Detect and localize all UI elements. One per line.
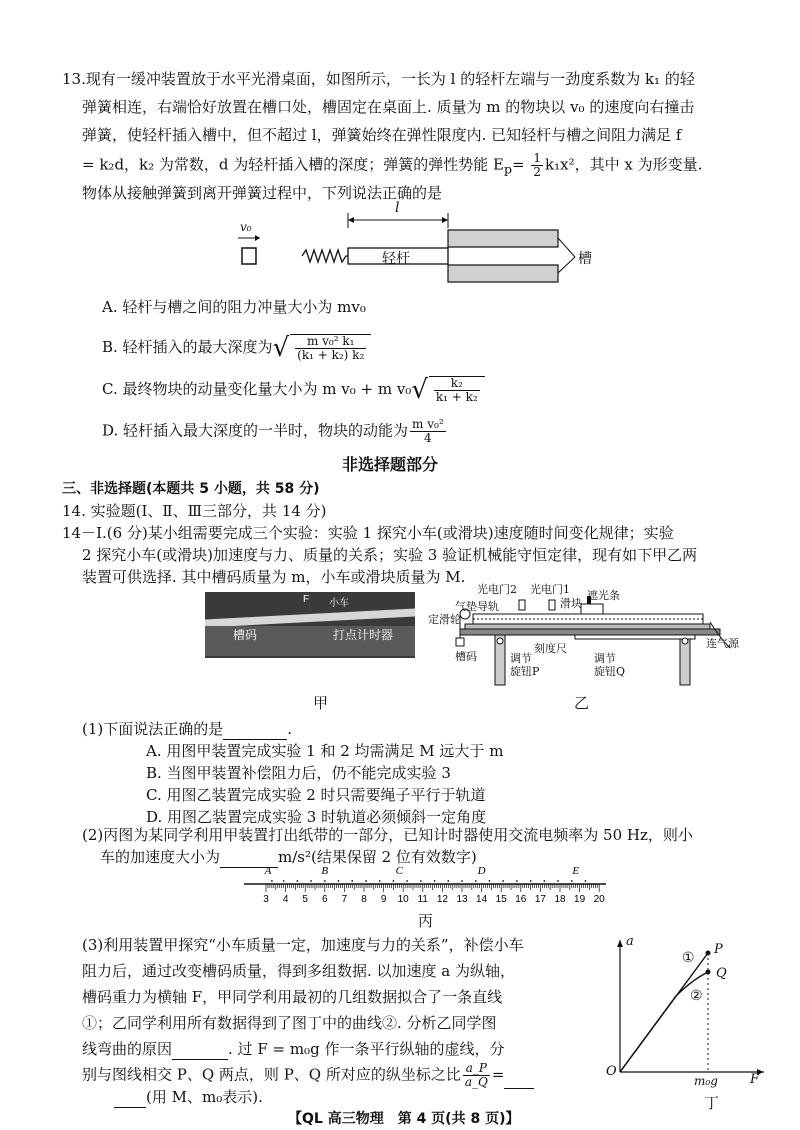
option-d-text: D. 轻杆插入最大深度的一半时，物块的动能为	[102, 421, 409, 440]
tape-dot	[351, 880, 353, 882]
groove-label: 槽	[578, 251, 592, 267]
q13-line-3: 弹簧，使轻杆插入槽中，但不超过 l，弹簧始终在弹性限度内. 已知轻杆与槽之间阻力满足 f	[82, 126, 682, 144]
weight-label: 槽码	[455, 650, 477, 663]
photo-label-F: F	[303, 594, 310, 605]
q2-line-1: (2)丙图为某同学利用甲装置打出纸带的一部分，已知计时器使用交流电频率为 50 Hz，则小	[82, 826, 693, 844]
knob-q-line1: 调节	[594, 652, 616, 665]
graph-curve2-label: ②	[690, 988, 703, 1004]
tape-dot	[365, 880, 367, 882]
tape-dot	[338, 880, 340, 882]
apparatus-jia-photo	[205, 592, 415, 658]
option-b-fraction	[295, 335, 366, 362]
tape-dot	[434, 880, 436, 882]
option-d-den: 4	[424, 431, 432, 445]
gate1-shape	[549, 600, 555, 610]
tape-dot	[475, 880, 477, 882]
gate2-label: 光电门2	[477, 583, 517, 596]
tape-dot	[324, 880, 326, 882]
q3-line-5-pre: 线弯曲的原因	[82, 1040, 173, 1058]
tape-dot	[296, 880, 298, 882]
caption-yi: 乙	[574, 694, 590, 712]
q1-stem-text: (1)下面说法正确的是	[82, 720, 224, 738]
slider-label: 滑块	[560, 597, 582, 610]
ruler-number: 16	[515, 894, 527, 905]
option-c-num: k₂	[434, 377, 480, 391]
tape-dot	[502, 880, 504, 882]
ruler-number: 13	[456, 894, 468, 905]
q3-line-5-post: . 过 F = m₀g 作一条平行纵轴的虚线，分	[228, 1040, 505, 1058]
caption-ding: 丁	[704, 1094, 720, 1112]
q3-line-6-pre: 别与图线相交 P、Q 两点，则 P、Q 所对应的纵坐标之比	[82, 1065, 461, 1084]
answer-blank-4b[interactable]	[114, 1093, 146, 1108]
q14-intro-2: 2 探究小车(或滑块)加速度与力、质量的关系；实验 3 验证机械能守恒定律，现有如下甲乙两	[82, 546, 698, 564]
photo-label-hook: 槽码	[233, 628, 258, 642]
tape-dot	[530, 880, 532, 882]
ruler-number: 14	[476, 894, 488, 905]
tape-ruler	[244, 862, 614, 910]
gate2-shape	[519, 600, 525, 610]
air-source-label: 连气源	[706, 637, 739, 650]
photo-label-car: 小车	[329, 598, 349, 609]
graph-F-label: F	[750, 1072, 760, 1087]
option-b-text: B. 轻杆插入的最大深度为	[102, 338, 273, 356]
answer-blank-1[interactable]	[223, 725, 287, 740]
graph-a-label: a	[626, 934, 634, 949]
ep-subscript: p	[504, 161, 513, 177]
option-c-den: k₁ + k₂	[435, 390, 478, 404]
ratio-den: a_Q	[464, 1075, 488, 1089]
q13-figure	[230, 200, 610, 290]
counting-point-label: C	[395, 865, 403, 877]
counting-point-label: D	[477, 865, 486, 877]
section-title: 非选择题部分	[342, 455, 439, 474]
pulley-label: 定滑轮	[428, 613, 461, 626]
sqrt-body	[290, 334, 371, 362]
tape-dot	[461, 880, 463, 882]
graph-curve1-label: ①	[682, 950, 695, 966]
q14-intro-1: 14－Ⅰ.(6 分)某小组需要完成三个实验：实验 1 探究小车(或滑块)速度随时间变化规律；实验	[62, 524, 674, 542]
frac-num: 1	[533, 151, 542, 165]
tape-dot	[571, 880, 573, 882]
ruler-number: 11	[417, 894, 428, 905]
photo-label-timer: 打点计时器	[333, 628, 394, 642]
q13-line-4a: = k₂d，k₂ 为常数，d 为轻杆插入槽的深度；弹簧的弹性势能 E	[82, 155, 505, 174]
sqrt-body	[429, 376, 485, 404]
graph-origin-label: O	[606, 1064, 617, 1079]
tape-dot	[283, 880, 285, 882]
q1-option-a: A. 用图甲装置完成实验 1 和 2 均需满足 M 远大于 m	[146, 742, 504, 760]
part3-heading: 三、非选择题(本题共 5 小题，共 58 分)	[62, 481, 320, 497]
weight-shape	[456, 638, 464, 646]
knob-q-label	[594, 652, 625, 678]
q13-line-1: 13.现有一缓冲装置放于水平光滑桌面，如图所示，一长为 l 的轻杆左端与一劲度系数为 k₁ 的轻	[62, 70, 695, 88]
air-track-label: 气垫导轨	[455, 600, 499, 613]
knob-p-line2: 旋钮P	[510, 665, 540, 678]
knob-p-line1: 调节	[510, 652, 532, 665]
q3-line-6	[82, 1062, 534, 1089]
sqrt-sign: √	[272, 333, 290, 363]
graph-Q-label: Q	[716, 966, 727, 981]
ruler-number: 4	[282, 894, 289, 905]
scale-label: 刻度尺	[534, 642, 567, 655]
option-d-fraction	[410, 418, 446, 445]
ratio-fraction	[463, 1062, 490, 1089]
spring-shape	[302, 250, 348, 262]
page-footer: 【QL 高三物理 第 4 页(共 8 页)】	[288, 1111, 520, 1127]
q1-option-b: B. 当图甲装置补偿阻力后，仍不能完成实验 3	[146, 764, 451, 782]
ruler-number: 6	[322, 894, 328, 905]
slider-shape	[581, 604, 603, 614]
q14-heading: 14. 实验题(Ⅰ、Ⅱ、Ⅲ三部分，共 14 分)	[62, 502, 327, 520]
tape-dot	[557, 880, 559, 882]
tape-dot	[543, 880, 545, 882]
caption-bing: 丙	[418, 912, 434, 930]
option-c	[102, 376, 485, 404]
tape-dot	[393, 880, 395, 882]
groove-bottom	[448, 265, 558, 282]
tape-dot	[516, 880, 518, 882]
tape-dot	[310, 880, 312, 882]
option-c-fraction	[434, 377, 480, 404]
tape-dot	[585, 880, 587, 882]
ruler-number: 3	[263, 894, 269, 905]
air-track	[473, 614, 703, 624]
q14-intro-3: 装置可供选择. 其中槽码质量为 m，小车或滑块质量为 M.	[82, 568, 466, 586]
frac-den: 2	[533, 165, 542, 179]
half-fraction	[531, 152, 543, 179]
ruler-number: 9	[380, 894, 387, 905]
q13-line-4	[82, 152, 702, 181]
shade-label: 遮光条	[587, 589, 620, 602]
knob-p-label	[510, 652, 539, 678]
option-b-den: (k₁ + k₂) k₂	[297, 348, 365, 362]
tape-dot	[379, 880, 381, 882]
ruler-number: 20	[593, 894, 605, 905]
option-a: A. 轻杆与槽之间的阻力冲量大小为 mv₀	[102, 298, 366, 316]
option-d	[102, 418, 448, 445]
counting-point-label: B	[321, 865, 329, 877]
q3-line-3: 槽码重力为横轴 F，甲同学利用最初的几组数据拟合了一条直线	[82, 988, 503, 1006]
tape-dot	[489, 880, 491, 882]
gate1-label: 光电门1	[530, 583, 570, 596]
q2-line-2-pre: 车的加速度大小为	[100, 848, 221, 866]
option-c-text: C. 最终物块的动量变化量大小为 m v₀ + m v₀	[102, 380, 412, 398]
ruler-number: 8	[361, 894, 367, 905]
q3-line-2: 阻力后，通过改变槽码质量，得到多组数据. 以加速度 a 为纵轴，	[82, 962, 516, 980]
sqrt-sign: √	[411, 375, 428, 405]
q3-line-6-post: =	[491, 1065, 505, 1084]
q3-line-1: (3)利用装置甲探究“小车质量一定，加速度与力的关系”，补偿小车	[82, 936, 524, 954]
option-b	[102, 334, 371, 362]
ruler-number: 15	[495, 894, 507, 905]
knob-q-line2: 旋钮Q	[594, 665, 626, 678]
q3-line-7-post: (用 M、m₀表示).	[146, 1088, 263, 1106]
ruler-number: 17	[534, 894, 546, 905]
q1-stem	[82, 718, 292, 740]
ruler-number: 18	[554, 894, 566, 905]
ruler-number: 7	[341, 894, 348, 905]
q1-stem-end: .	[287, 720, 293, 738]
q13-line-4b: =	[512, 155, 525, 174]
q13-line-2: 弹簧相连，右端恰好放置在槽口处，槽固定在桌面上. 质量为 m 的物块以 v₀ 的速度向右撞击	[82, 98, 695, 116]
option-b-num: m v₀² k₁	[295, 335, 366, 349]
block-shape	[242, 248, 256, 264]
option-d-num: m v₀²	[412, 417, 444, 431]
ruler-number: 5	[302, 894, 308, 905]
q13-line-5: 物体从接触弹簧到离开弹簧过程中，下列说法正确的是	[82, 184, 443, 202]
counting-point-label: E	[572, 865, 580, 877]
caption-jia: 甲	[313, 694, 329, 712]
counting-point-label: A	[264, 865, 272, 877]
q13-line-4c: k₁x²，其中 x 为形变量.	[545, 155, 703, 174]
q1-option-d: D. 用图乙装置完成实验 3 时轨道必须倾斜一定角度	[146, 808, 487, 826]
groove-top	[448, 230, 558, 247]
ruler-number: 10	[397, 894, 409, 905]
tape-dot	[447, 880, 449, 882]
ruler-number: 19	[574, 894, 586, 905]
graph-m0g-label: m₀g	[694, 1074, 718, 1088]
curve-2	[620, 972, 708, 1072]
tape-dot	[271, 880, 273, 882]
length-label: l	[395, 200, 400, 216]
q3-line-4: ①；乙同学利用所有数据得到了图丁中的曲线②. 分析乙同学图	[82, 1014, 497, 1032]
tape-dot	[406, 880, 408, 882]
ruler-number: 12	[436, 894, 448, 905]
q3-line-7	[114, 1086, 263, 1108]
tape-dot	[420, 880, 422, 882]
v0-label: v₀	[240, 220, 252, 234]
rod-label: 轻杆	[382, 251, 410, 267]
q2-line-2-post: m/s²(结果保留 2 位有效数字)	[278, 848, 477, 866]
answer-blank-3[interactable]	[172, 1045, 228, 1060]
track-shape	[205, 608, 415, 627]
q1-option-c: C. 用图乙装置完成实验 2 时只需要绳子平行于轨道	[146, 786, 486, 804]
q3-line-5	[82, 1038, 504, 1060]
graph-P-label: P	[714, 942, 723, 957]
ratio-num: a_P	[463, 1062, 490, 1076]
answer-blank-4a[interactable]	[504, 1074, 534, 1089]
